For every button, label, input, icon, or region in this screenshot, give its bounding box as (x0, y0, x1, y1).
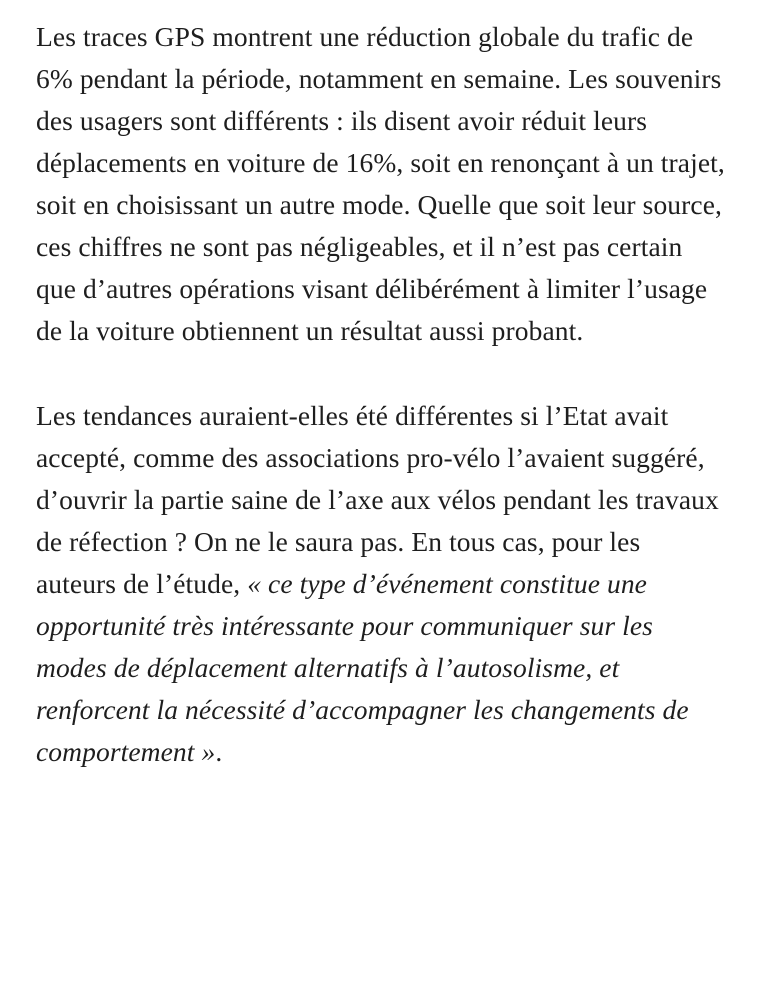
article-paragraph-1: Les traces GPS montrent une réduction globale du trafic de 6% pendant la période, notamment en semaine. Les souvenirs des usagers sont différents : ils disent avoir réduit leurs déplacements en voiture de 16%, soit en renonçant à un trajet, soit en choisissant un autre mode. Quelle que soit leur source, ces chiffres ne sont pas négligeables, et il n’est pas certain que d’autres opérations visant délibérément à limiter l’usage de la voiture obtiennent un résultat aussi probant. (36, 21, 725, 346)
article-paragraph-2 (36, 395, 727, 773)
paragraph-2-end-punctuation: . (215, 736, 223, 767)
paragraph-2-quote-text: « ce type d’événement constitue une opportunité très intéressante pour communiquer sur les modes de déplacement alternatifs à l’autosolisme, et renforcent la nécessité d’accompagner les changements de comportement » (36, 568, 689, 767)
article-body (36, 16, 727, 773)
paragraph-2-lead-text: Les tendances auraient-elles été différentes si l’Etat avait accepté, comme des associations pro-vélo l’avaient suggéré, d’ouvrir la partie saine de l’axe aux vélos pendant les travaux de réfection ? On ne le saura pas. En tous cas, pour les auteurs de l’étude, (36, 400, 719, 599)
